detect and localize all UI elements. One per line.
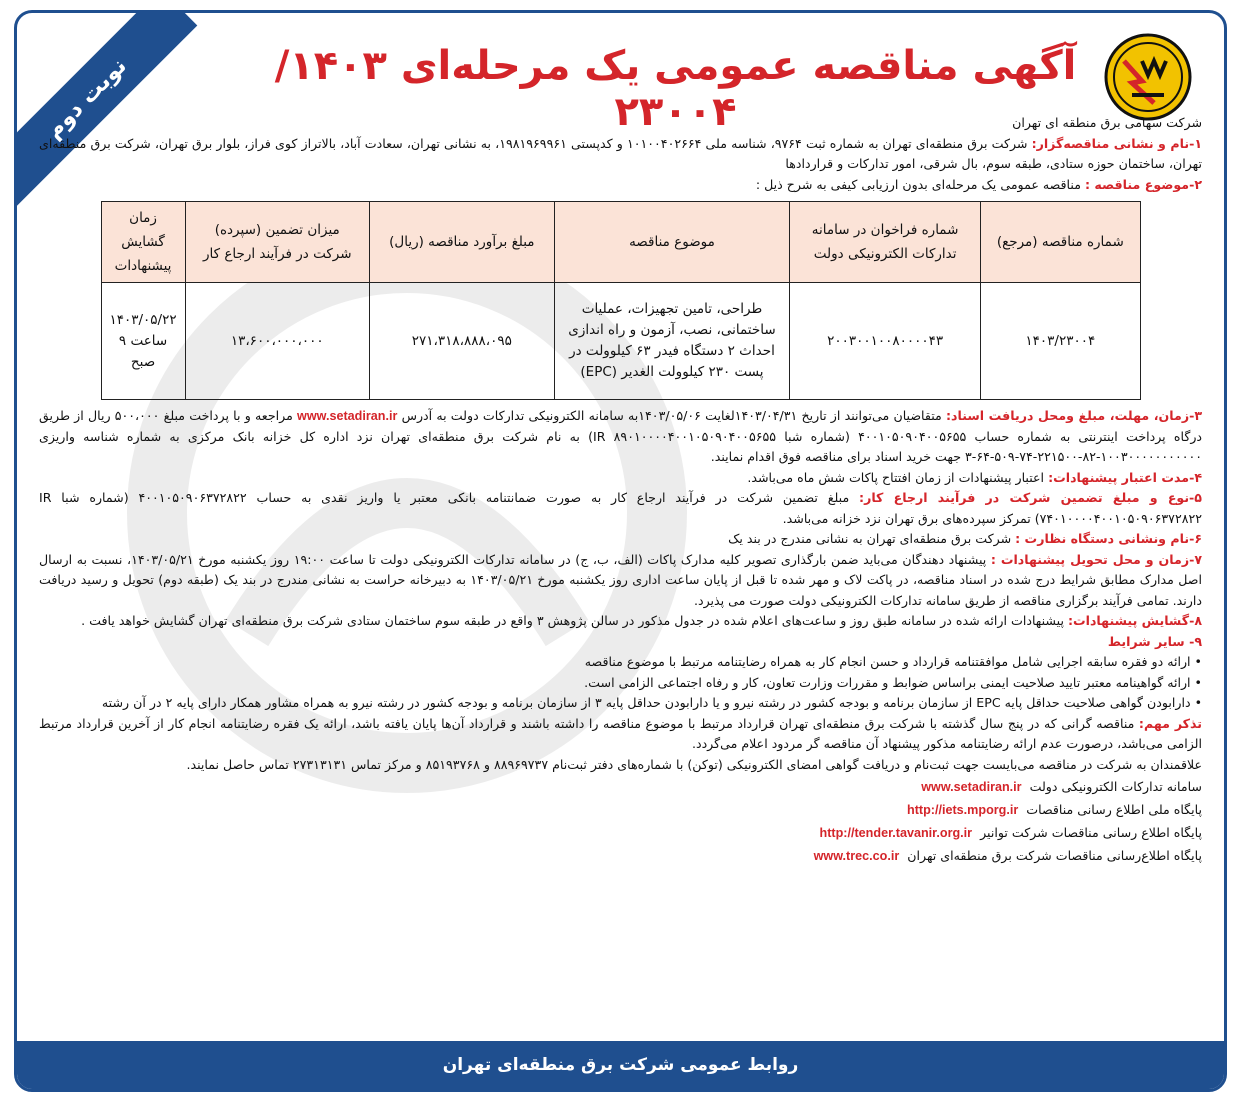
link-url[interactable]: http://iets.mporg.ir (907, 803, 1019, 817)
section-1-label: ۱-نام و نشانی مناقصه‌گزار: (1031, 135, 1202, 151)
link-url[interactable]: www.trec.co.ir (813, 849, 900, 863)
section-4-text: اعتبار پیشنهادات از زمان افتتاح پاکات شش ماه می‌باشد. (747, 469, 1049, 485)
link-label: سامانه تدارکات الکترونیکی دولت (1029, 779, 1202, 794)
cell-subject: طراحی، تامین تجهیزات، عملیات ساختمانی، نصب، آزمون و راه اندازی احداث ۲ دستگاه فیدر ۶۳ کیلوولت در پست ۲۳۰ کیلوولت الغدیر (EPC) (554, 283, 789, 400)
section-1 (39, 134, 1202, 175)
section-6-text: شرکت برق منطقه‌ای تهران به نشانی مندرج در بند یک (728, 531, 1016, 546)
section-7 (39, 550, 1202, 612)
tender-table (101, 201, 1141, 400)
header-deposit: میزان تضمین (سپرده) شرکت در فرآیند ارجاع کار (185, 202, 369, 283)
link-label: پایگاه ملی اطلاع رسانی مناقصات (1026, 802, 1202, 817)
section-3-label: ۳-زمان، مهلت، مبلغ ومحل دریافت اسناد: (946, 408, 1202, 423)
section-4-label: ۴-مدت اعتبار پیشنهادات: (1048, 469, 1202, 485)
important-note (39, 714, 1202, 755)
company-logo (1102, 31, 1194, 123)
cell-open-time (101, 283, 185, 400)
cell-ref: ۱۴۰۳/۲۳۰۰۴ (981, 283, 1140, 400)
cell-deposit: ۱۳،۶۰۰،۰۰۰،۰۰۰ (185, 283, 369, 400)
header-call: شماره فراخوان در سامانه تدارکات الکترونیکی دولت (790, 202, 981, 283)
section-5-label: ۵-نوع و مبلغ تضمین شرکت در فرآیند ارجاع کار: (859, 490, 1202, 505)
round-badge: نوبت دوم (14, 10, 197, 209)
section-3-text-a: متقاضیان می‌توانند از تاریخ ۱۴۰۳/۰۴/۳۱لغایت ۱۴۰۳/۰۵/۰۶به سامانه الکترونیکی تدارکات دولت به آدرس (397, 408, 947, 423)
section-7-label: ۷-زمان و محل تحویل پیشنهادات : (990, 551, 1202, 567)
table-row (101, 283, 1140, 400)
cell-call: ۲۰۰۳۰۰۱۰۰۸۰۰۰۰۴۳ (790, 283, 981, 400)
company-name: شرکت سهامی برق منطقه ای تهران (1012, 115, 1202, 130)
section-8-text: پیشنهادات ارائه شده در سامانه طبق روز و ساعت‌های اعلام شده در جدول مذکور در سالن پژوهش ۳ واقع در طبقه سوم ساختمان ستادی شرکت برق منطقه‌ای تهران گشایش خواهد یافت . (81, 613, 1068, 628)
header-open-time: زمان گشایش پیشنهادات (101, 202, 185, 283)
open-date: ۱۴۰۳/۰۵/۲۲ (109, 311, 177, 328)
link-url[interactable]: www.setadiran.ir (921, 780, 1022, 794)
section-8-label: ۸-گشایش پیشنهادات: (1067, 613, 1202, 628)
contact-info: علاقمندان به شرکت در مناقصه می‌بایست جهت ثبت‌نام و دریافت گواهی امضای الکترونیکی (توکن) با شماره‌های دفتر ثبت‌نام ۸۸۹۶۹۷۳۷ و ۸۵۱۹۳۷۶۸ و مرکز تماس ۲۷۳۱۳۱۳۱ تماس حاصل نمایند. (186, 756, 1202, 772)
header-ref: شماره مناقصه (مرجع) (981, 202, 1140, 283)
link-url[interactable]: http://tender.tavanir.org.ir (819, 826, 973, 840)
link-row (39, 823, 1202, 846)
link-row (39, 800, 1202, 823)
link-row (39, 846, 1202, 869)
cell-estimate: ۲۷۱،۳۱۸،۸۸۸،۰۹۵ (369, 283, 554, 400)
note-label: تذکر مهم: (1138, 715, 1202, 731)
section-7-text: پیشنهاد دهندگان می‌باید ضمن بارگذاری تصویر کلیه مدارک پاکات (الف، ب، ج) در سامانه تدارکات الکترونیکی دولت تا ساعت ۱۹:۰۰ روز یکشنبه مورخ ۱۴۰۳/۰۵/۲۱، نسبت به ارسال اصل مدارک مطابق شرایط درج شده در اسناد مناقصه، در پاکت لاک و مهر شده تا قبل از پایان ساعت اداری روز یکشنبه مورخ ۱۴۰۳/۰۵/۲۱ به دبیرخانه حراست به نشانی مندرج در بند یک (طبقه دوم) تحویل و رسید دریافت دارند. تمامی فرآیند برگزاری مناقصه از طریق سامانه تدارکات الکترونیکی دولت صورت می پذیرد. (39, 551, 1203, 608)
section-2-text: مناقصه عمومی یک مرحله‌ای بدون ارزیابی کیفی به شرح ذیل : (755, 176, 1085, 192)
section-6 (39, 529, 1202, 550)
section-3 (39, 406, 1202, 468)
link-label: پایگاه اطلاع رسانی مناقصات شرکت توانیر (980, 825, 1202, 840)
link-label: پایگاه اطلاع‌رسانی مناقصات شرکت برق منطقه‌ای تهران (907, 848, 1202, 863)
section-3-text-b: مراجعه و با پرداخت مبلغ ۵۰۰،۰۰۰ ریال از طریق درگاه پرداخت اینترنتی به شماره حساب ۴۰۰۱۰۵۰۹۰۴۰۰۵۶۵۵ (شماره شبا IR ۸۹۰۱۰۰۰۰۴۰۰۱۰۵۰۹۰۴۰۰۵۶۵۵) به نام شرکت برق منطقه‌ای تهران نزد اداره کل خزانه بانک مرکزی به شماره شناسه واریزی ۱۰۰۳۰۰۰۰۰۰۰۰۰۰۰-۸۲-۲۲۱۵۰۰-۷۴-۵۰۹-۶۴-۳ جهت خرید اسناد برای مناقصه فوق اقدام نمایند. (39, 408, 1203, 464)
open-hour: ساعت ۹ صبح (118, 332, 168, 370)
section-5 (39, 488, 1202, 529)
footer-banner: روابط عمومی شرکت برق منطقه‌ای تهران (17, 1041, 1224, 1089)
table-header-row (101, 202, 1140, 283)
section-5-text: مبلغ تضمین شرکت در فرآیند ارجاع کار به صورت ضمانتنامه بانکی معتبر یا واریز نقدی به حساب ۴۰۰۱۰۵۰۹۰۶۳۷۲۸۲۲ (شماره شبا IR ۷۴۰۱۰۰۰۰۴۰۰۱۰۵۰۹۰۶۳۷۲۸۲۲) تمرکز سپرده‌های برق تهران نزد خزانه می‌باشد. (39, 490, 1202, 526)
section-8 (39, 611, 1202, 632)
section-4 (39, 468, 1202, 489)
setadiran-link[interactable]: www.setadiran.ir (297, 409, 398, 423)
condition-item-1: • ارائه دو فقره سابقه اجرایی شامل موافقتنامه قرارداد و حسن انجام کار به همراه رضایتنامه مرتبط با موضوع مناقصه (584, 654, 1202, 669)
notice-body (39, 113, 1202, 869)
section-9-label: ۹- سایر شرایط (1107, 633, 1202, 649)
notice-title: آگهی مناقصه عمومی یک مرحله‌ای ۱۴۰۳/ ۲۳۰۰۴ (274, 43, 1077, 135)
condition-item-2: • ارائه گواهینامه معتبر تایید صلاحیت ایمنی براساس ضوابط و مقررات وزارت تعاون، کار و رفاه اجتماعی الزامی است. (584, 674, 1202, 690)
header-estimate: مبلغ برآورد مناقصه (ریال) (369, 202, 554, 283)
link-row (39, 777, 1202, 800)
condition-item-3: • دارابودن گواهی صلاحیت حداقل پایه EPC از سازمان برنامه و بودجه کشور در رشته نیرو و یا دارابودن حداقل پایه ۳ از سازمان برنامه و بودجه کشور در رشته نیرو به همراه مشاور همکار دارای پایه ۲ در آن رشته (101, 695, 1202, 710)
section-6-label: ۶-نام ونشانی دستگاه نظارت : (1015, 531, 1202, 546)
section-2-label: ۲-موضوع مناقصه : (1084, 176, 1202, 192)
header-subject: موضوع مناقصه (554, 202, 789, 283)
section-2 (39, 175, 1202, 196)
notice-frame (14, 10, 1227, 1092)
note-text: مناقصه گرانی که در پنج سال گذشته با شرکت برق منطقه‌ای تهران قرارداد مرتبط با موضوع مناقصه را داشته باشند و قرارداد آن‌ها پایان یافته باشد، ارائه یک فقره رضایتنامه انجام کار از آخرین قرارداد مرتبط الزامی می‌باشد، درصورت عدم ارائه رضایتنامه مذکور پیشنهاد آن مناقصه گر مردود اعلام می‌گردد. (39, 715, 1202, 751)
section-1-text: شرکت برق منطقه‌ای تهران به شماره ثبت ۹۷۶۴، شناسه ملی ۱۰۱۰۰۴۰۲۶۶۴ و کدپستی ۱۹۸۱۹۶۹۹۶۱، به نشانی تهران، سعادت آباد، بالاتراز کوی فراز، بلوار برق تهران، شرکت برق منطقه‌ای تهران، ساختمان حوزه ستادی، طبقه سوم، بال شرقی، امور تدارکات و قراردادها (39, 135, 1202, 171)
links-list (39, 777, 1202, 869)
